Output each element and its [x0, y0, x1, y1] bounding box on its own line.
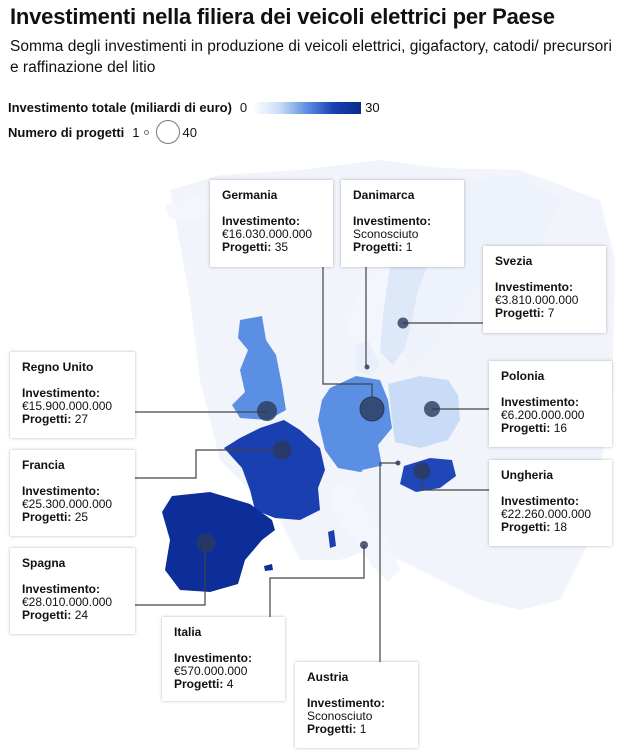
- card-country-name: Ungheria: [501, 468, 554, 482]
- bubble-germania: [360, 397, 384, 421]
- card-projects-value: 18: [553, 520, 568, 534]
- card-projects-value: 24: [74, 608, 89, 622]
- card-investment-label: Investimento:: [22, 582, 101, 596]
- card-country-name: Danimarca: [353, 188, 415, 202]
- card-investment-label: Investimento:: [495, 280, 574, 294]
- bubble-francia: [273, 441, 292, 460]
- card-projects-label: Progetti:: [307, 722, 357, 736]
- card-investment-value: €6.200.000.000: [501, 408, 585, 422]
- card-projects-value: 4: [226, 677, 234, 691]
- card-investment-label: Investimento:: [22, 386, 101, 400]
- card-country-name: Regno Unito: [22, 360, 94, 374]
- card-investment-label: Investimento:: [307, 696, 386, 710]
- card-spagna: [10, 548, 135, 634]
- card-regno-unito: [10, 352, 135, 438]
- color-legend-min: 0: [239, 100, 248, 115]
- card-country-name: Italia: [174, 625, 202, 639]
- bubble-italia: [360, 541, 368, 549]
- card-projects-label: Progetti:: [495, 306, 545, 320]
- card-country-name: Polonia: [501, 369, 545, 383]
- bubble-danimarca: [365, 365, 370, 370]
- country-polonia: [388, 376, 460, 448]
- card-investment-label: Investimento:: [501, 395, 580, 409]
- card-investment-label: Investimento:: [174, 651, 253, 665]
- card-projects-value: 25: [74, 510, 89, 524]
- card-investment-value: Sconosciuto: [307, 709, 373, 723]
- bubble-polonia: [424, 401, 440, 417]
- card-country-name: Francia: [22, 458, 65, 472]
- card-projects-label: Progetti:: [22, 412, 72, 426]
- card-svezia: [483, 246, 606, 333]
- bubble-ungheria: [414, 463, 431, 480]
- bubble-spagna: [197, 534, 216, 553]
- card-country-name: Spagna: [22, 556, 66, 570]
- color-legend-label: Investimento totale (miliardi di euro): [8, 100, 232, 115]
- chart-title: Investimenti nella filiera dei veicoli elettrici per Paese: [10, 4, 555, 29]
- card-projects-value: 1: [405, 240, 413, 254]
- card-projects-label: Progetti:: [501, 520, 551, 534]
- card-projects-label: Progetti:: [22, 510, 72, 524]
- chart-subtitle: Somma degli investimenti in produzione di veicoli elettrici, gigafactory, catodi/ precursori e raffinazione del litio: [10, 38, 612, 76]
- card-investment-value: €570.000.000: [174, 664, 248, 678]
- card-projects-label: Progetti:: [174, 677, 224, 691]
- card-investment-label: Investimento:: [353, 214, 432, 228]
- card-projects-value: 1: [359, 722, 367, 736]
- card-investment-label: Investimento:: [501, 494, 580, 508]
- card-investment-label: Investimento:: [22, 484, 101, 498]
- color-legend-max: 30: [365, 100, 380, 115]
- card-polonia: [489, 361, 612, 447]
- card-investment-label: Investimento:: [222, 214, 301, 228]
- card-investment-value: €3.810.000.000: [495, 293, 579, 307]
- card-ungheria: [489, 460, 612, 546]
- card-investment-value: €22.260.000.000: [501, 507, 592, 521]
- card-investment-value: Sconosciuto: [353, 227, 419, 241]
- card-projects-value: 16: [553, 421, 568, 435]
- card-country-name: Austria: [307, 670, 349, 684]
- card-investment-value: €25.300.000.000: [22, 497, 113, 511]
- island-mallorca: [264, 564, 273, 571]
- card-investment-value: €28.010.000.000: [22, 595, 113, 609]
- card-danimarca: [341, 180, 464, 267]
- card-projects-label: Progetti:: [22, 608, 72, 622]
- card-projects-value: 27: [74, 412, 89, 426]
- card-austria: [295, 662, 418, 748]
- card-francia: [10, 450, 135, 536]
- card-projects-label: Progetti:: [222, 240, 272, 254]
- bubble-austria: [396, 461, 401, 466]
- bubble-svezia: [398, 318, 409, 329]
- card-projects-value: 35: [274, 240, 289, 254]
- size-legend-min: 1: [132, 124, 140, 140]
- card-country-name: Svezia: [495, 254, 533, 268]
- size-legend-label: Numero di progetti: [8, 124, 125, 140]
- card-investment-value: €16.030.000.000: [222, 227, 313, 241]
- card-germania: [210, 180, 333, 267]
- card-projects-label: Progetti:: [353, 240, 403, 254]
- card-italia: [162, 617, 285, 701]
- card-projects-label: Progetti:: [501, 421, 551, 435]
- bubble-regno-unito: [257, 401, 277, 421]
- card-country-name: Germania: [222, 188, 278, 202]
- size-legend-max: 40: [182, 124, 197, 140]
- card-projects-value: 7: [547, 306, 555, 320]
- card-investment-value: €15.900.000.000: [22, 399, 113, 413]
